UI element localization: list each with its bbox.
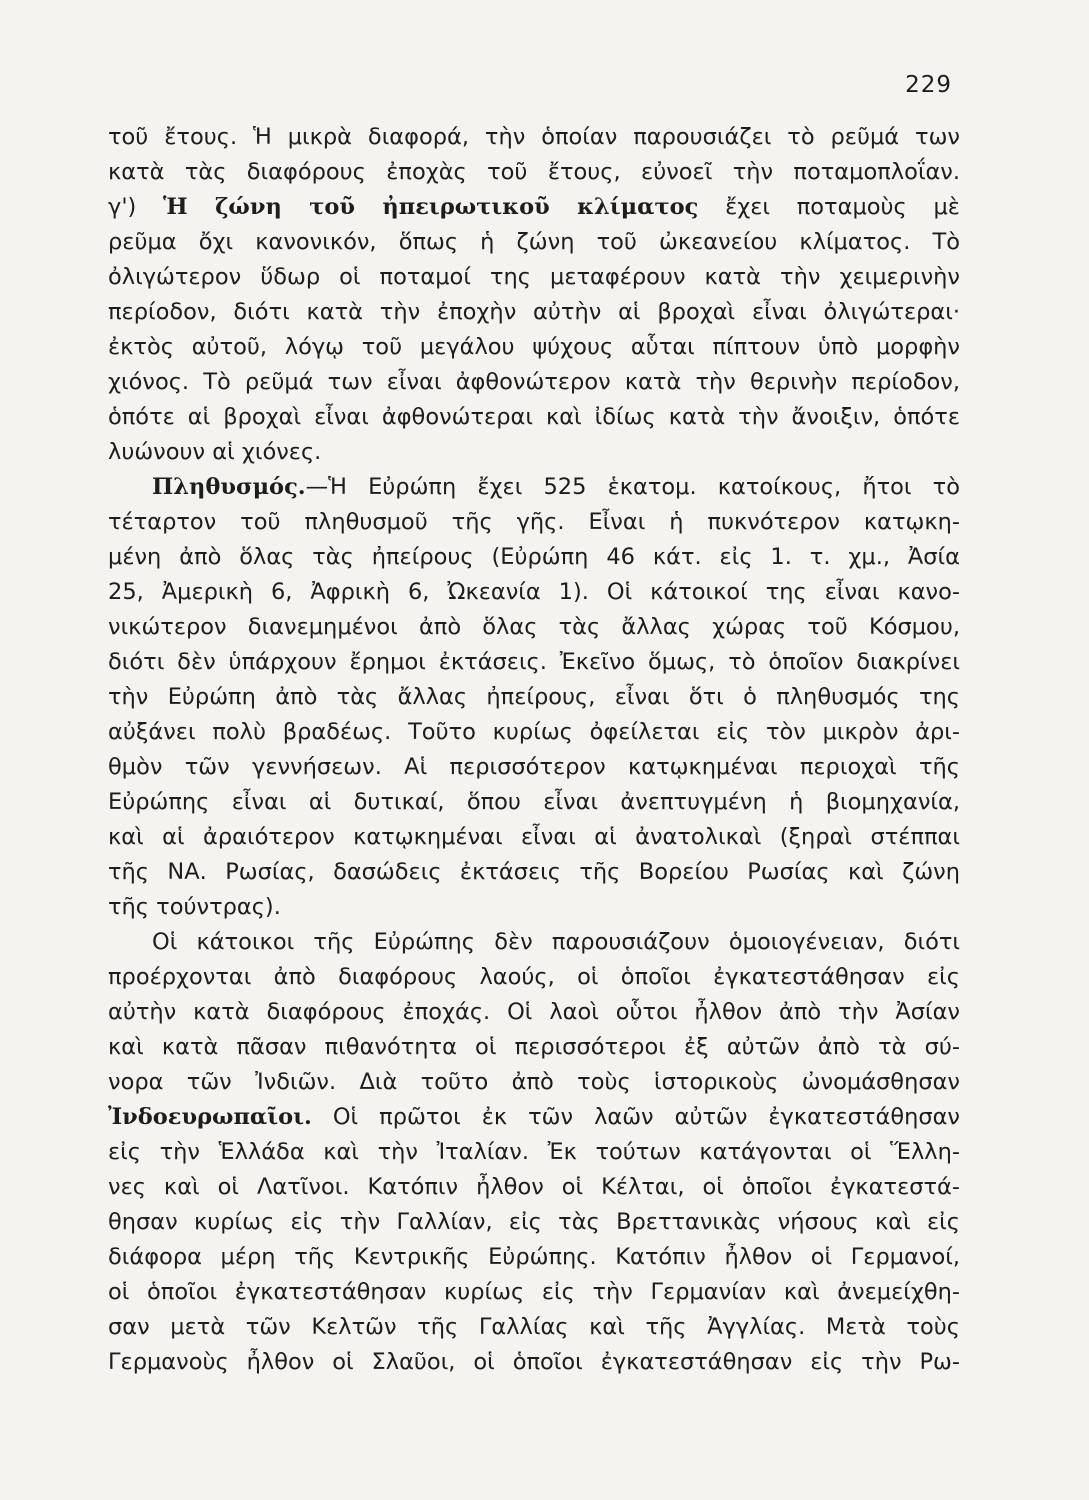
text-line: ἐκτὸς αὐτοῦ, λόγῳ τοῦ μεγάλου ψύχους αὗται πίπτουν ὑπὸ μορφὴν bbox=[108, 334, 960, 360]
text-line: 25, Ἀμερικὴ 6, Ἀφρικὴ 6, Ὠκεανία 1). Οἱ κάτοικοί της εἶναι κανο- bbox=[108, 579, 960, 605]
text-line: σαν μετὰ τῶν Κελτῶν τῆς Γαλλίας καὶ τῆς Ἀγγλίας. Μετὰ τοὺς bbox=[108, 1314, 960, 1340]
text-line: διάφορα μέρη τῆς Κεντρικῆς Εὐρώπης. Κατόπιν ἦλθον οἱ Γερμανοί, bbox=[108, 1244, 960, 1270]
text-line: αὐξάνει πολὺ βραδέως. Τοῦτο κυρίως ὀφείλεται εἰς τὸν μικρὸν ἀρι- bbox=[108, 719, 960, 745]
text-line: λυώνουν αἱ χιόνες. bbox=[108, 439, 322, 465]
line-suffix: ἔχει ποταμοὺς μὲ bbox=[698, 194, 960, 220]
text-line: κατὰ τὰς διαφόρους ἐποχὰς τοῦ ἔτους, εὐνοεῖ τὴν ποταμοπλοΐαν. bbox=[108, 159, 960, 185]
text-line: οἱ ὁποῖοι ἐγκατεστάθησαν κυρίως εἰς τὴν Γερμανίαν καὶ ἀνεμείχθη- bbox=[108, 1279, 960, 1305]
text-line: τῆς ΝΑ. Ρωσίας, δασώδεις ἐκτάσεις τῆς Βορείου Ρωσίας καὶ ζώνη bbox=[108, 859, 960, 885]
text-line: διότι δὲν ὑπάρχουν ἔρημοι ἐκτάσεις. Ἐκεῖνο ὅμως, τὸ ὁποῖον διακρίνει bbox=[108, 649, 960, 675]
text-line: θμὸν τῶν γεννήσεων. Αἱ περισσότερον κατῳκημέναι περιοχαὶ τῆς bbox=[108, 754, 960, 780]
text-line bbox=[108, 470, 960, 505]
text-block bbox=[108, 120, 960, 1380]
text-line: περίοδον, διότι κατὰ τὴν ἐποχὴν αὐτὴν αἱ βροχαὶ εἶναι ὀλιγώτεραι· bbox=[108, 299, 960, 325]
text-line: τέταρτον τοῦ πληθυσμοῦ τῆς γῆς. Εἶναι ἡ πυκνότερον κατῳκη- bbox=[108, 509, 960, 535]
text-line: τοῦ ἔτους. Ἡ μικρὰ διαφορά, τὴν ὁποίαν παρουσιάζει τὸ ρεῦμά των bbox=[108, 124, 960, 150]
text-line: Εὐρώπης εἶναι αἱ δυτικαί, ὅπου εἶναι ἀνεπτυγμένη ἡ βιομηχανία, bbox=[108, 789, 960, 815]
text-line: ρεῦμα ὄχι κανονικόν, ὅπως ἡ ζώνη τοῦ ὠκεανείου κλίματος. Τὸ bbox=[108, 229, 960, 255]
text-line: ὀλιγώτερον ὕδωρ οἱ ποταμοί της μεταφέρουν κατὰ τὴν χειμερινὴν bbox=[108, 264, 960, 290]
text-line: Γερμανοὺς ἦλθον οἱ Σλαῦοι, οἱ ὁποῖοι ἐγκατεστάθησαν εἰς τὴν Ρω- bbox=[108, 1349, 960, 1375]
text-line: νες καὶ οἱ Λατῖνοι. Κατόπιν ἦλθον οἱ Κέλται, οἱ ὁποῖοι ἐγκατεστά- bbox=[108, 1174, 960, 1200]
emphasized-term: Ἰνδοευρωπαῖοι. bbox=[108, 1104, 312, 1130]
text-line: καὶ κατὰ πᾶσαν πιθανότητα οἱ περισσότεροι ἐξ αὐτῶν ἀπὸ τὰ σύ- bbox=[108, 1034, 960, 1060]
text-line: μένη ἀπὸ ὅλας τὰς ἠπείρους (Εὐρώπη 46 κάτ. εἰς 1. τ. χμ., Ἀσία bbox=[108, 544, 960, 570]
section-heading: Ἡ ζώνη τοῦ ἠπειρωτικοῦ κλίματος bbox=[163, 194, 699, 220]
line-suffix: Οἱ πρῶτοι ἐκ τῶν λαῶν αὐτῶν ἐγκατεστάθησαν bbox=[311, 1104, 960, 1130]
text-line bbox=[108, 190, 960, 225]
text-line bbox=[108, 1100, 960, 1135]
text-line: εἰς τὴν Ἑλλάδα καὶ τὴν Ἰταλίαν. Ἐκ τούτων κατάγονται οἱ Ἕλλη- bbox=[108, 1139, 960, 1165]
line-suffix: —Ἡ Εὐρώπη ἔχει 525 ἑκατομ. κατοίκους, ἤτοι τὸ bbox=[305, 474, 960, 500]
text-line: καὶ αἱ ἀραιότερον κατῳκημέναι εἶναι αἱ ἀνατολικαὶ (ξηραὶ στέππαι bbox=[108, 824, 960, 850]
text-line: τῆς τούντρας). bbox=[108, 894, 281, 920]
text-line: Οἱ κάτοικοι τῆς Εὐρώπης δὲν παρουσιάζουν ὁμοιογένειαν, διότι bbox=[152, 929, 960, 955]
text-line: ὁπότε αἱ βροχαὶ εἶναι ἀφθονώτεραι καὶ ἰδίως κατὰ τὴν ἄνοιξιν, ὁπότε bbox=[108, 404, 960, 430]
text-line: τὴν Εὐρώπη ἀπὸ τὰς ἄλλας ἠπείρους, εἶναι ὅτι ὁ πληθυσμός της bbox=[108, 684, 960, 710]
text-line: θησαν κυρίως εἰς τὴν Γαλλίαν, εἰς τὰς Βρεττανικὰς νήσους καὶ εἰς bbox=[108, 1209, 960, 1235]
text-line: χιόνος. Τὸ ρεῦμά των εἶναι ἀφθονώτερον κατὰ τὴν θερινὴν περίοδον, bbox=[108, 369, 960, 395]
text-line: νικώτερον διανεμημένοι ἀπὸ ὅλας τὰς ἄλλας χώρας τοῦ Κόσμου, bbox=[108, 614, 960, 640]
section-heading: Πληθυσμός. bbox=[152, 474, 306, 500]
line-prefix: γ') bbox=[108, 194, 164, 220]
text-line: αὐτὴν κατὰ διαφόρους ἐποχάς. Οἱ λαοὶ οὗτοι ἦλθον ἀπὸ τὴν Ἀσίαν bbox=[108, 999, 960, 1025]
text-line: προέρχονται ἀπὸ διαφόρους λαούς, οἱ ὁποῖοι ἐγκατεστάθησαν εἰς bbox=[108, 964, 960, 990]
page-number: 229 bbox=[905, 72, 952, 98]
text-line: νορα τῶν Ἰνδιῶν. Διὰ τοῦτο ἀπὸ τοὺς ἱστορικοὺς ὠνομάσθησαν bbox=[108, 1069, 960, 1095]
